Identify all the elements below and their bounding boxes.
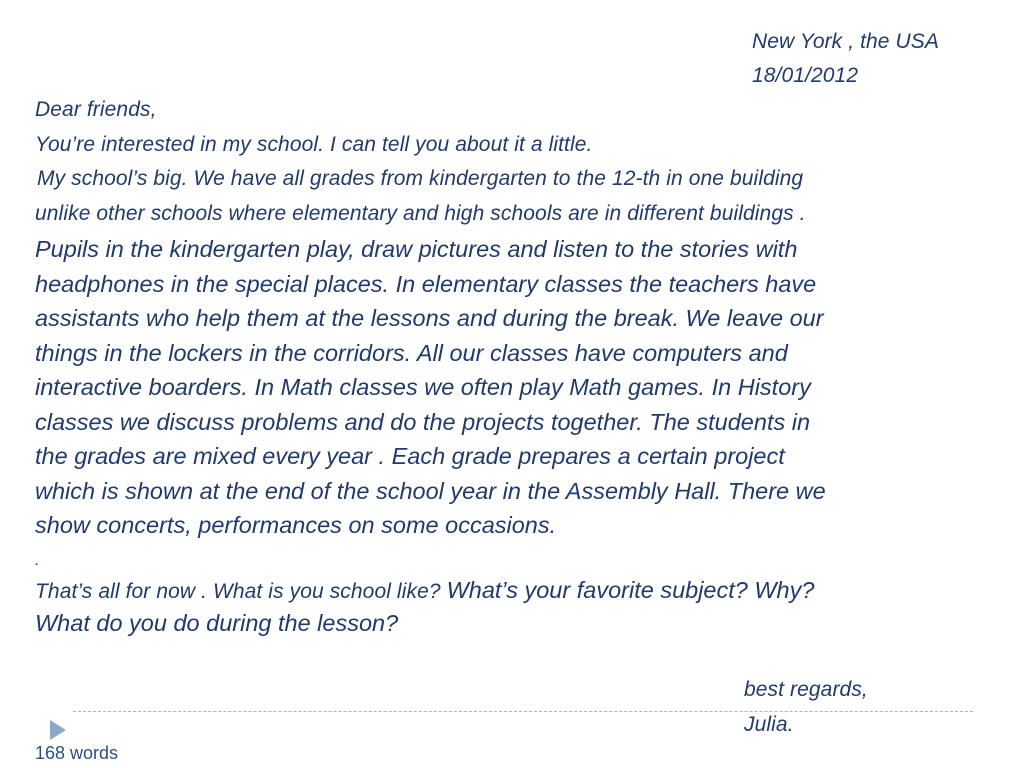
body-line: classes we discuss problems and do the projects together. The students in (35, 408, 811, 435)
footer-divider (73, 711, 973, 712)
closing-question-part-b: What’s your favorite subject? Why? (446, 577, 815, 603)
intro-line: You’re interested in my school. I can tell you about it a little. (35, 133, 593, 156)
body-line: Pupils in the kindergarten play, draw pictures and listen to the stories with (35, 236, 798, 262)
body-paragraph (35, 232, 1010, 543)
triangle-right-icon (50, 720, 66, 740)
body-line: assistants who help them at the lessons and during the break. We leave our (35, 305, 824, 331)
salutation: Dear friends, (35, 98, 157, 121)
body-line: headphones in the special places. In elementary classes the teachers have (35, 270, 817, 297)
header-date: 18/01/2012 (752, 64, 859, 87)
closing-question-part-a: That’s all for now . What is you school like? (35, 580, 447, 603)
school-description-line-2: unlike other schools where elementary and high schools are in different buildings . (35, 202, 806, 225)
body-line: the grades are mixed every year . Each grade prepares a certain project (35, 443, 785, 469)
closing-line-2: What do you do during the lesson? (35, 610, 399, 636)
dot-separator: . (35, 552, 40, 569)
body-line: which is shown at the end of the school year in the Assembly Hall. There we (35, 477, 826, 504)
closing-line-1 (35, 577, 814, 604)
word-count: 168 words (35, 743, 119, 763)
school-description-line-1: My school’s big. We have all grades from kindergarten to the 12-th in one building (37, 167, 804, 190)
body-line: show concerts, performances on some occasions. (35, 512, 557, 538)
signature: Julia. (744, 713, 794, 736)
body-line: interactive boarders. In Math classes we often play Math games. In History (35, 374, 811, 400)
body-line: things in the lockers in the corridors. All our classes have computers and (35, 339, 788, 366)
header-place: New York , the USA (752, 30, 939, 53)
regards: best regards, (744, 678, 868, 701)
